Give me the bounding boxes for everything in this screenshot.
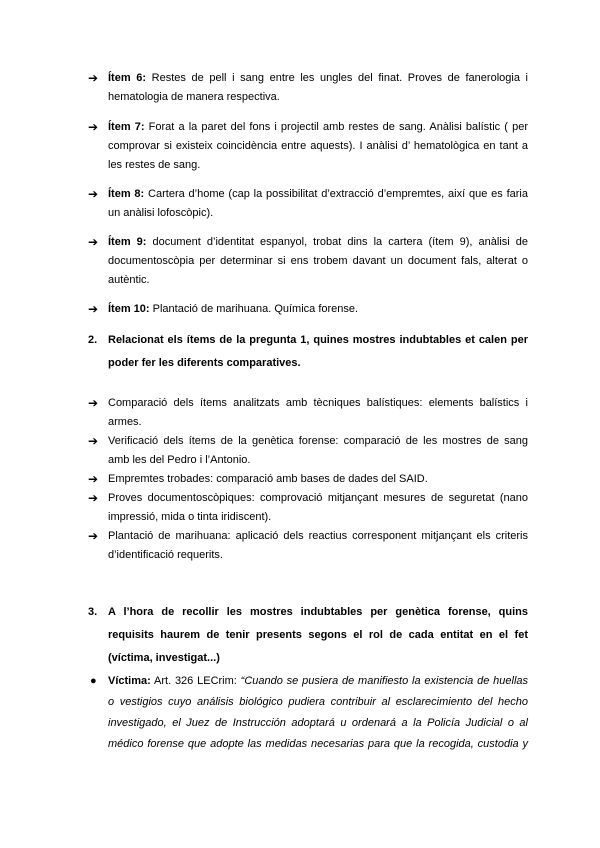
arrow-icon: ➔ [88,302,99,316]
question-2 [88,329,528,375]
item-label: Ítem 7: [108,121,145,133]
arrow-icon: ➔ [88,434,99,448]
item-text: les restes de sang. [108,159,201,171]
question-text: (víctima, investigat...) [108,652,220,664]
item-text: comprovar si existeix coincidència entre aquests). I anàlisi d’ hematològica en tant a [108,140,528,152]
item-text: Restes de pell i sang entre les ungles del finat. Proves de fanerologia i [151,72,528,84]
question-number: 3. [88,606,98,618]
arrow-icon: ➔ [88,472,99,486]
item-text: Comparació dels ítems analitzats amb tècniques balístiques: elements balístics i [108,397,528,409]
item-label: Ítem 8: [108,188,145,200]
item-text: Plantació de marihuana: aplicació dels reactius corresponent mitjançant els criteris [108,530,528,542]
item-text: un anàlisi lofoscòpic). [108,207,214,219]
arrow-icon: ➔ [88,529,99,543]
bullet-icon: ● [90,675,97,687]
question-number: 2. [88,334,98,346]
victima-paragraph [88,671,528,755]
item-text: Plantació de marihuana. Química forense. [152,303,359,315]
question-text: requisits haurem de tenir presents segons el rol de cada entitat en el fet [108,629,528,641]
quote-text: médico forense que adopte las medidas necesarias para que la recogida, custodia y [108,738,528,750]
arrow-icon: ➔ [88,120,99,134]
list-item [88,233,528,290]
question-text: Relacionat els ítems de la pregunta 1, quines mostres indubtables et calen per [108,334,528,346]
item-text: Forat a la paret del fons i projectil amb restes de sang. Anàlisi balístic ( per [148,121,528,133]
list-item [88,69,528,107]
item-label: Ítem 9: [108,236,147,248]
item-text: Proves documentoscòpiques: comprovació mitjançant mesures de seguretat (nano [108,492,528,504]
quote-text: investigado, el Juez de Instrucción adoptará u ordenará a la Policía Judicial o al [108,717,528,729]
arrow-icon: ➔ [88,396,99,410]
item-text: autèntic. [108,274,150,286]
list-item [88,185,528,223]
list-item [88,527,528,565]
arrow-icon: ➔ [88,235,99,249]
item-text: documentoscòpia per determinar si ens trobem davant un document fals, alterat o [108,255,528,267]
item-label: Ítem 6: [108,72,147,84]
item-text: Empremtes trobades: comparació amb bases de dades del SAID. [108,473,428,485]
list-item [88,394,528,432]
victima-prefix: Art. 326 LECrim: [154,675,237,687]
list-item [88,118,528,175]
item-text: amb les del Pedro i l’Antonio. [108,454,251,466]
question-3 [88,601,528,670]
item-text: Verificació dels ítems de la genètica forense: comparació de les mostres de sang [108,435,528,447]
arrow-icon: ➔ [88,491,99,505]
item-text: document d’identitat espanyol, trobat dins la cartera (ítem 9), anàlisi de [152,236,528,248]
quote-text: “Cuando se pusiera de manifiesto la existencia de huellas [240,675,529,687]
list-item [88,432,528,470]
item-text: hematologia de manera respectiva. [108,91,280,103]
list-item [88,489,528,527]
item-text: armes. [108,416,142,428]
list-item [88,300,528,319]
item-text: Cartera d’home (cap la possibilitat d’extracció d’empremtes, així que es faria [148,188,528,200]
arrow-icon: ➔ [88,71,99,85]
item-text: impressió, mida o tinta iridiscent). [108,511,272,523]
question-text: poder fer les diferents comparatives. [108,357,301,369]
item-text: d’identificació requerits. [108,549,223,561]
quote-text: o vestigios cuyo análisis biológico pudiera contribuir al esclarecimiento del hecho [108,696,528,708]
list-item [88,470,528,489]
victima-label: Víctima: [108,675,151,687]
arrow-icon: ➔ [88,187,99,201]
question-text: A l’hora de recollir les mostres indubtables per genètica forense, quins [108,606,528,618]
item-label: Ítem 10: [108,303,150,315]
